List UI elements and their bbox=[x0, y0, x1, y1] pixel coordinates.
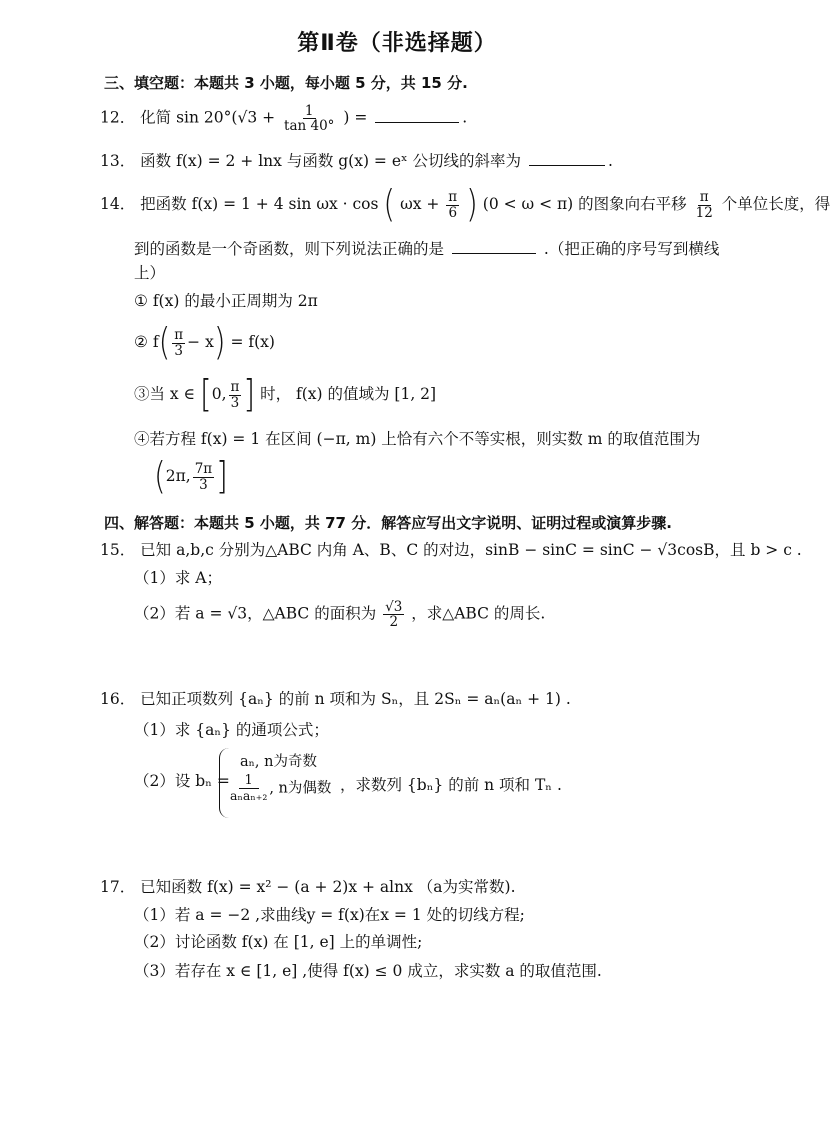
page-title: 第Ⅱ卷（非选择题） bbox=[297, 31, 497, 56]
question-16-part-2-lead: （2）设 bₙ = bbox=[134, 772, 230, 790]
option-3 bbox=[134, 372, 437, 417]
question-text: , n为偶数 bbox=[269, 780, 332, 797]
question-number: 12． bbox=[100, 108, 136, 127]
question-text: 函数 f(x) = 2 + lnx 与函数 g(x) = eˣ 公切线的斜率为 bbox=[140, 152, 522, 170]
right-bracket: ] bbox=[216, 454, 228, 499]
question-text: 化简 sin 20°(√3 + bbox=[140, 108, 276, 127]
question-14-line2 bbox=[134, 240, 719, 259]
fraction-denominator: 12 bbox=[695, 204, 713, 221]
option-text: − x bbox=[187, 333, 214, 351]
fraction-numerator: π bbox=[174, 327, 184, 344]
option-1: ① f(x) 的最小正周期为 2π bbox=[134, 292, 318, 310]
question-17-part-3: （3）若存在 x ∈ [1, e] ,使得 f(x) ≤ 0 成立，求实数 a 的取值范围. bbox=[134, 962, 602, 980]
right-paren: ) bbox=[466, 182, 478, 227]
fraction-denominator: aₙaₙ₊₂ bbox=[230, 788, 268, 804]
question-17 bbox=[100, 878, 516, 897]
option-text: = f(x) bbox=[230, 333, 275, 351]
option-4-range bbox=[154, 454, 228, 499]
question-text: 个单位长度，得 bbox=[721, 195, 830, 213]
fraction-denominator: 3 bbox=[174, 342, 184, 359]
fraction-numerator: 1 bbox=[304, 103, 314, 119]
option-text: 时， f(x) 的值域为 [1, 2] bbox=[260, 385, 437, 403]
answer-blank[interactable] bbox=[529, 163, 605, 166]
question-14 bbox=[100, 182, 830, 227]
question-text: ) = bbox=[343, 108, 368, 127]
option-text: ③当 x ∈ bbox=[134, 385, 196, 403]
question-text: 已知正项数列 {aₙ} 的前 n 项和为 Sₙ，且 2Sₙ = aₙ(aₙ + 1) . bbox=[140, 690, 571, 708]
question-12: 12． 化简 sin 20°(√3 + $\frac{1}{\tan 40^\circ}$ ) = . bbox=[100, 103, 468, 135]
right-bracket: ] bbox=[243, 372, 256, 417]
question-text: 把函数 f(x) = 1 + 4 sin ωx · cos bbox=[140, 195, 379, 213]
left-bracket: [ bbox=[200, 372, 212, 417]
question-number: 16． bbox=[100, 690, 136, 708]
question-text: ωx + bbox=[400, 195, 440, 213]
fraction-denominator: 6 bbox=[448, 204, 458, 221]
question-14-line3: 上） bbox=[134, 264, 166, 282]
section-heading-fill-in: 三、填空题：本题共 3 小题，每小题 5 分，共 15 分. bbox=[104, 74, 468, 92]
question-text: 已知函数 f(x) = x² − (a + 2)x + alnx （a为实常数). bbox=[140, 878, 516, 896]
piecewise-case-even bbox=[228, 774, 331, 803]
question-16-part-2-tail: ，求数列 {bₙ} 的前 n 项和 Tₙ . bbox=[340, 776, 562, 794]
question-13: 13． 函数 f(x) = 2 + lnx 与函数 g(x) = eˣ 公切线的斜率为 . bbox=[100, 152, 613, 170]
fraction-numerator: π bbox=[448, 189, 458, 206]
question-text: (0 < ω < π) 的图象向右平移 bbox=[482, 195, 687, 213]
fraction bbox=[229, 380, 242, 409]
question-number: 15． bbox=[100, 541, 136, 559]
answer-blank[interactable] bbox=[452, 251, 536, 254]
question-text: 到的函数是一个奇函数，则下列说法正确的是 bbox=[134, 240, 445, 258]
fraction-numerator: 7π bbox=[194, 461, 213, 478]
question-text: 已知 a,b,c 分别为△ABC 内角 A、B、C 的对边，sinB − sinC = sinC − √3cosB，且 b > c . bbox=[140, 541, 802, 559]
left-paren: ( bbox=[154, 454, 166, 499]
section-heading-solutions: 四、解答题：本题共 5 小题，共 77 分．解答应写出文字说明、证明过程或演算步骤. bbox=[104, 514, 672, 532]
answer-blank[interactable] bbox=[375, 120, 459, 123]
question-16-part-1: （1）求 {aₙ} 的通项公式； bbox=[134, 721, 329, 739]
question-number: 13． bbox=[100, 152, 136, 170]
question-16 bbox=[100, 690, 571, 709]
fraction bbox=[228, 774, 269, 803]
option-text: ② f bbox=[134, 333, 159, 351]
fraction bbox=[694, 190, 715, 219]
question-15-part-1: （1）求 A； bbox=[134, 569, 222, 587]
fraction bbox=[193, 462, 214, 491]
question-15-part-2 bbox=[134, 600, 545, 629]
fraction bbox=[446, 190, 459, 219]
question-text: ，求△ABC 的周长. bbox=[411, 604, 546, 623]
option-text: 0, bbox=[211, 385, 227, 403]
fraction-numerator: π bbox=[699, 189, 709, 206]
left-paren: ( bbox=[383, 182, 396, 227]
right-paren: ) bbox=[213, 320, 226, 365]
question-text: .（把正确的序号写到横线 bbox=[543, 240, 720, 258]
fraction-numerator: 1 bbox=[239, 774, 259, 789]
question-15 bbox=[100, 541, 802, 560]
option-text: 2π, bbox=[165, 467, 191, 485]
question-17-part-2: （2）讨论函数 f(x) 在 [1, e] 上的单调性; bbox=[134, 933, 423, 951]
fraction-numerator: π bbox=[230, 379, 240, 396]
question-number: 14． bbox=[100, 195, 136, 213]
fraction-denominator: tan 40° bbox=[284, 118, 335, 135]
fraction bbox=[383, 600, 404, 629]
left-paren: ( bbox=[158, 320, 171, 365]
fraction-denominator: 2 bbox=[389, 614, 399, 631]
fraction bbox=[282, 104, 336, 133]
piecewise-case-odd: aₙ, n为奇数 bbox=[240, 754, 317, 770]
option-2 bbox=[134, 320, 275, 365]
option-4: ④若方程 f(x) = 1 在区间 (−π, m) 上恰有六个不等实根，则实数 m 的取值范围为 bbox=[134, 430, 701, 448]
question-number: 17． bbox=[100, 878, 136, 896]
fraction bbox=[172, 328, 185, 357]
fraction-numerator: √3 bbox=[385, 599, 403, 615]
fraction-denominator: 3 bbox=[230, 394, 240, 411]
question-17-part-1: （1）若 a = −2 ,求曲线y = f(x)在x = 1 处的切线方程; bbox=[134, 906, 525, 924]
fraction-denominator: 3 bbox=[199, 476, 208, 493]
question-text: （2）若 a = √3，△ABC 的面积为 bbox=[134, 604, 377, 623]
